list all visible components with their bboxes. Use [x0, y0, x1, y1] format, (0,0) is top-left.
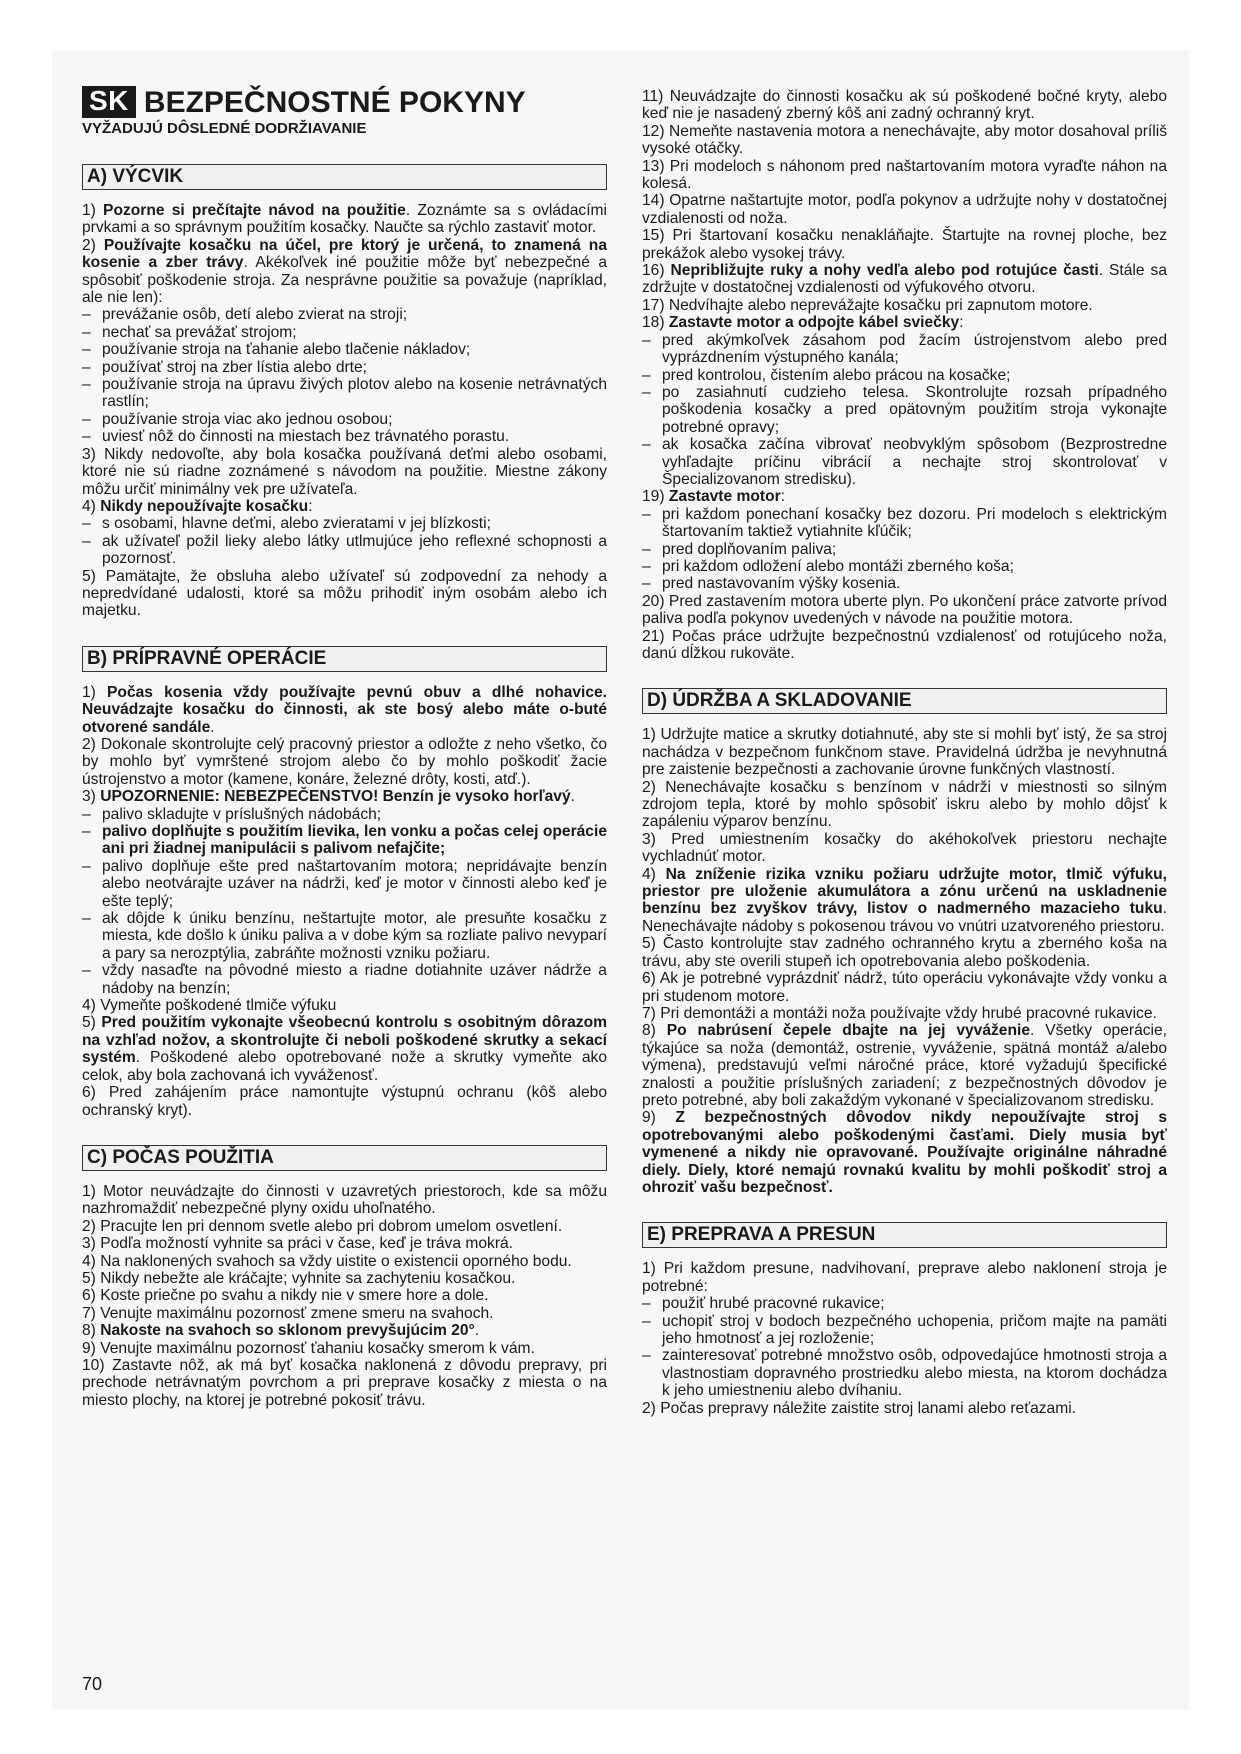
- list-item: – vždy nasaďte na pôvodné miesto a riadne dotiahnite uzáver nádrže a nádoby na benzín;: [82, 962, 607, 997]
- paragraph: 7) Pri demontáži a montáži noža používajte vždy hrubé pracovné rukavice.: [642, 1004, 1157, 1022]
- paragraph: 2) Dokonale skontrolujte celý pracovný priestor a odložte z neho všetko, čo by mohlo byť vymrštené strojom alebo čo by mohlo poškodiť žacie ústrojenstvo a motor (kamene, konáre, železné drôty, kosti, atď.).: [82, 735, 607, 788]
- section-b-body: [82, 684, 607, 1119]
- paragraph: 6) Pred zahájením práce namontujte výstupnú ochranu (kôš alebo ochranský kryt).: [82, 1084, 607, 1119]
- list-item: – palivo doplňuje ešte pred naštartovaním motora; nepridávajte benzín alebo neotvárajte uzáver na nádrži, keď je motor v činnosti alebo keď je ešte teplý;: [82, 857, 607, 910]
- paragraph: 1) Pozorne si prečítajte návod na použitie. Zoznámte sa s ovládacími prvkami a so správnym použitím kosačky. Naučte sa rýchlo zastaviť motor.: [82, 202, 607, 237]
- paragraph: 9) Venujte maximálnu pozornosť ťahaniu kosačky smerom k vám.: [82, 1339, 535, 1357]
- paragraph: 4) Na naklonených svahoch sa vždy uistite o existencii oporného bodu.: [82, 1252, 572, 1270]
- paragraph: 2) Počas prepravy náležite zaistite stroj lanami alebo reťazami.: [642, 1399, 1077, 1417]
- list-item: – používanie stroja na ťahanie alebo tlačenie nákladov;: [82, 341, 471, 359]
- paragraph: 1) Počas kosenia vždy používajte pevnú obuv a dlhé nohavice. Neuvádzajte kosačku do činnosti, ak ste bosý alebo máte o-buté otvorené sandále.: [82, 683, 608, 736]
- paragraph: 9) Z bezpečnostných dôvodov nikdy nepoužívajte stroj s opotrebovanými alebo poškodenými časťami. Diely musia byť vymenené a nikdy nie opravované. Používajte originálne náhradné diely. Diely, ktoré nemajú rovnakú kvalitu by mohli poškodiť stroj a ohroziť vašu bezpečnosť.: [642, 1109, 1167, 1196]
- paragraph: 4) Vymeňte poškodené tlmiče výfuku: [82, 997, 337, 1015]
- list-item: – pri každom odložení alebo montáži zberného koša;: [642, 557, 1014, 575]
- right-column: [642, 88, 1167, 1417]
- section-c-body-right: [642, 88, 1167, 662]
- paragraph: 6) Koste priečne po svahu a nikdy nie v smere hore a dole.: [82, 1287, 489, 1305]
- paragraph: 21) Počas práce udržujte bezpečnostnú vzdialenosť od rotujúceho noža, danú dĺžkou rukoväte.: [642, 627, 1167, 662]
- list-item: – pred akýmkoľvek zásahom pod žacím ústrojenstvom alebo pred vyprázdnením výstupného kanála;: [642, 331, 1167, 367]
- list-item: – zainteresovať potrebné množstvo osôb, odpovedajúce hmotnosti stroja a vlastnostiam dopravného prostriedku alebo miesta, na ktorom dochádza k jeho umiestneniu alebo dvíhaniu.: [642, 1347, 1167, 1400]
- page-number: 70: [82, 1674, 103, 1694]
- paragraph: 17) Nedvíhajte alebo neprevážajte kosačku pri zapnutom motore.: [642, 296, 1093, 314]
- language-badge: SK: [82, 86, 136, 118]
- section-e-heading: E) PREPRAVA A PRESUN: [642, 1222, 1167, 1248]
- paragraph: 19) Zastavte motor:: [642, 488, 786, 506]
- paragraph: 1) Udržujte matice a skrutky dotiahnuté, aby ste si mohli byť istý, že sa stroj nachádza v bezpečnom funkčnom stave. Pravidelná údržba je nevyhnutná pre zaistenie bezpečnosti a zachovanie úrovne funkčných vlastností.: [642, 726, 1167, 779]
- paragraph: 4) Nikdy nepoužívajte kosačku:: [82, 497, 313, 515]
- paragraph: 1) Pri každom presune, nadvihovaní, preprave alebo naklonení stroja je potrebné:: [642, 1260, 1167, 1295]
- list-item: – pri každom ponechaní kosačky bez dozoru. Pri modeloch s elektrickým štartovaním taktiež vytiahnite kľúčik;: [642, 505, 1167, 541]
- list-item: – uviesť nôž do činnosti na miestach bez trávnatého porastu.: [82, 428, 510, 446]
- title-row: [82, 85, 607, 119]
- list-item: – uchopiť stroj v bodoch bezpečného uchopenia, pričom majte na pamäti jeho hmotnosť a jej rozloženie;: [642, 1312, 1167, 1347]
- manual-page: [52, 50, 1189, 1710]
- list-item: – používanie stroja viac ako jednou osobou;: [82, 410, 393, 428]
- paragraph: 16) Nepribližujte ruky a nohy vedľa alebo pod rotujúce časti. Stále sa zdržujte v dostatočnej vzdialenosti od výfukového otvoru.: [642, 262, 1167, 297]
- list-item: – ak kosačka začína vibrovať neobvyklým spôsobom (Bezprostredne vyhľadajte príčinu vibrácií a nechajte stroj skontrolovať v Špecializovanom stredisku).: [642, 436, 1167, 488]
- paragraph: 4) Na zníženie rizika vzniku požiaru udržujte motor, tlmič výfuku, priestor pre uloženie akumulátora a zónu určenú na uskladnenie benzínu bez zvyškov trávy, listov o nadmerného mazacieho tuku. Nenechávajte nádoby s pokosenou trávou vo vnútri uzatvoreného priestoru.: [642, 865, 1167, 935]
- list-item: – ak užívateľ požil lieky alebo látky utlmujúce jeho reflexné schopnosti a pozornosť.: [82, 532, 607, 568]
- list-item: – používanie stroja na úpravu živých plotov alebo na kosenie netrávnatých rastlín;: [82, 376, 607, 411]
- paragraph: 8) Po nabrúsení čepele dbajte na jej vyváženie. Všetky operácie, týkajúce sa noža (demontáž, ostrenie, vyváženie, spätná montáž a/alebo výmena), predstavujú veľmi náročné práce, ktoré vyžadujú špecifické znalosti a použitie príslušných zariadení; z bezpečnostných dôvodov je preto potrebné, aby boli zakaždým vykonané v špecializovanom stredisku.: [642, 1022, 1168, 1109]
- paragraph: 15) Pri štartovaní kosačku nenakláňajte. Štartujte na rovnej ploche, bez prekážok alebo vysokej trávy.: [642, 227, 1167, 262]
- list-item: – s osobami, hlavne deťmi, alebo zvieratami v jej blízkosti;: [82, 515, 491, 533]
- paragraph: 1) Motor neuvádzajte do činnosti v uzavretých priestoroch, kde sa môžu nazhromaždiť nebezpečné plyny oxidu uhoľnatého.: [82, 1182, 607, 1218]
- paragraph: 3) UPOZORNENIE: NEBEZPEČENSTVO! Benzín je vysoko horľavý.: [82, 788, 575, 806]
- paragraph: 3) Pred umiestnením kosačky do akéhokoľvek priestoru nechajte vychladnúť motor.: [642, 830, 1167, 866]
- list-item: – palivo doplňujte s použitím lievika, len vonku a počas celej operácie ani pri žiadnej manipulácii s palivom nefajčite;: [82, 823, 607, 858]
- section-a-heading: A) VÝCVIK: [82, 164, 607, 190]
- paragraph: 3) Podľa možností vyhnite sa práci v čase, keď je tráva mokrá.: [82, 1235, 514, 1253]
- list-item: – palivo skladujte v príslušných nádobách;: [82, 805, 382, 823]
- paragraph: 18) Zastavte motor a odpojte kábel sviečky:: [642, 314, 964, 332]
- section-b-heading: B) PRÍPRAVNÉ OPERÁCIE: [82, 646, 607, 672]
- page-title: BEZPEČNOSTNÉ POKYNY: [143, 86, 526, 119]
- paragraph: 13) Pri modeloch s náhonom pred naštartovaním motora vyraďte náhon na kolesá.: [642, 157, 1167, 193]
- section-d-body: [642, 726, 1167, 1196]
- section-c-heading: C) POČAS POUŽITIA: [82, 1145, 607, 1171]
- paragraph: 5) Často kontrolujte stav zadného ochranného krytu a zberného koša na trávu, aby ste overili stupeň ich opotrebovania alebo poškodenia.: [642, 935, 1167, 970]
- list-item: – ak dôjde k úniku benzínu, neštartujte motor, ale presuňte kosačku z miesta, kde došlo k úniku paliva a v dobe kým sa rozliate palivo nevyparí a pary sa nerozptýlia, zabráňte možnosti vzniku požiaru.: [82, 910, 607, 962]
- paragraph: 6) Ak je potrebné vyprázdniť nádrž, túto operáciu vykonávajte vždy vonku a pri studenom motore.: [642, 970, 1167, 1005]
- paragraph: 5) Pamätajte, že obsluha alebo užívateľ sú zodpovední za nehody a nepredvídané udalosti, ktoré sa môžu prihodiť iným osobám alebo ich majetku.: [82, 567, 607, 620]
- section-a-body: [82, 202, 607, 620]
- paragraph: 3) Nikdy nedovoľte, aby bola kosačka používaná deťmi alebo osobami, ktoré nie sú riadne zoznámené s návodom na použitie. Miestne zákony môžu určiť minimálny vek pre užívateľa.: [82, 445, 607, 498]
- list-item: – používať stroj na zber lístia alebo drte;: [82, 358, 368, 376]
- page-subtitle: VYŽADUJÚ DÔSLEDNÉ DODRŽIAVANIE: [82, 120, 367, 137]
- list-item: – pred doplňovaním paliva;: [642, 540, 837, 558]
- paragraph: 2) Pracujte len pri dennom svetle alebo pri dobrom umelom osvetlení.: [82, 1217, 563, 1235]
- paragraph: 7) Venujte maximálnu pozornosť zmene smeru na svahoch.: [82, 1304, 494, 1322]
- paragraph: 20) Pred zastavením motora uberte plyn. Po ukončení práce zatvorte prívod paliva podľa pokynov uvedených v návode na použitie motora.: [642, 592, 1167, 628]
- left-column: [82, 85, 608, 1409]
- section-c-body-left: [82, 1183, 607, 1409]
- section-e-body: [642, 1260, 1167, 1417]
- list-item: – po zasiahnutí cudzieho telesa. Skontrolujte rozsah prípadného poškodenia kosačky a pred opätovným použitím stroja vykonajte potrebné opravy;: [642, 383, 1167, 436]
- paragraph: 5) Pred použitím vykonajte všeobecnú kontrolu s osobitným dôrazom na vzhľad nožov, a skontrolujte či neboli poškodené skrutky a sekací systém. Poškodené alebo opotrebované nože a skrutky vymeňte ako celok, aby bola zachovaná ich vyváženosť.: [82, 1014, 607, 1084]
- list-item: – použiť hrubé pracovné rukavice;: [642, 1295, 885, 1313]
- list-item: – pred nastavovaním výšky kosenia.: [642, 575, 901, 593]
- paragraph: 10) Zastavte nôž, ak má byť kosačka naklonená z dôvodu prepravy, pri prechode netrávnatým povrchom a pri preprave kosačky z miesta o na miesto plochy, na ktorej je potrebné pokosiť trávu.: [82, 1356, 607, 1409]
- paragraph: 14) Opatrne naštartujte motor, podľa pokynov a udržujte nohy v dostatočnej vzdialenosti od noža.: [642, 192, 1167, 227]
- paragraph: 12) Nemeňte nastavenia motora a nenechávajte, aby motor dosahoval príliš vysoké otáčky.: [642, 122, 1167, 158]
- paragraph: 2) Nenechávajte kosačku s benzínom v nádrži v miestnosti so silným zdrojom tepla, ktoré by mohlo spôsobiť iskru alebo by mohlo dôjsť k zapáleniu výparov benzínu.: [642, 778, 1167, 831]
- paragraph: 8) Nakoste na svahoch so sklonom prevyšujúcim 20°.: [82, 1322, 480, 1340]
- list-item: – nechať sa prevážať strojom;: [82, 323, 297, 341]
- section-d-heading: D) ÚDRŽBA A SKLADOVANIE: [642, 688, 1167, 714]
- list-item: – prevážanie osôb, detí alebo zvierat na stroji;: [82, 306, 408, 324]
- paragraph: 11) Neuvádzajte do činnosti kosačku ak sú poškodené bočné kryty, alebo keď nie je nasadený zberný kôš ani zadný ochranný kryt.: [642, 88, 1167, 123]
- paragraph: 5) Nikdy nebežte ale kráčajte; vyhnite sa zachyteniu kosačkou.: [82, 1269, 516, 1287]
- list-item: – pred kontrolou, čistením alebo prácou na kosačke;: [642, 366, 1011, 384]
- paragraph: 2) Používajte kosačku na účel, pre ktorý je určená, to znamená na kosenie a zber trávy. Akékoľvek iné použitie môže byť nebezpečné a spôsobiť poškodenie stroja. Za nesprávne použitie sa považuje (napríklad, ale nie len):: [82, 236, 607, 307]
